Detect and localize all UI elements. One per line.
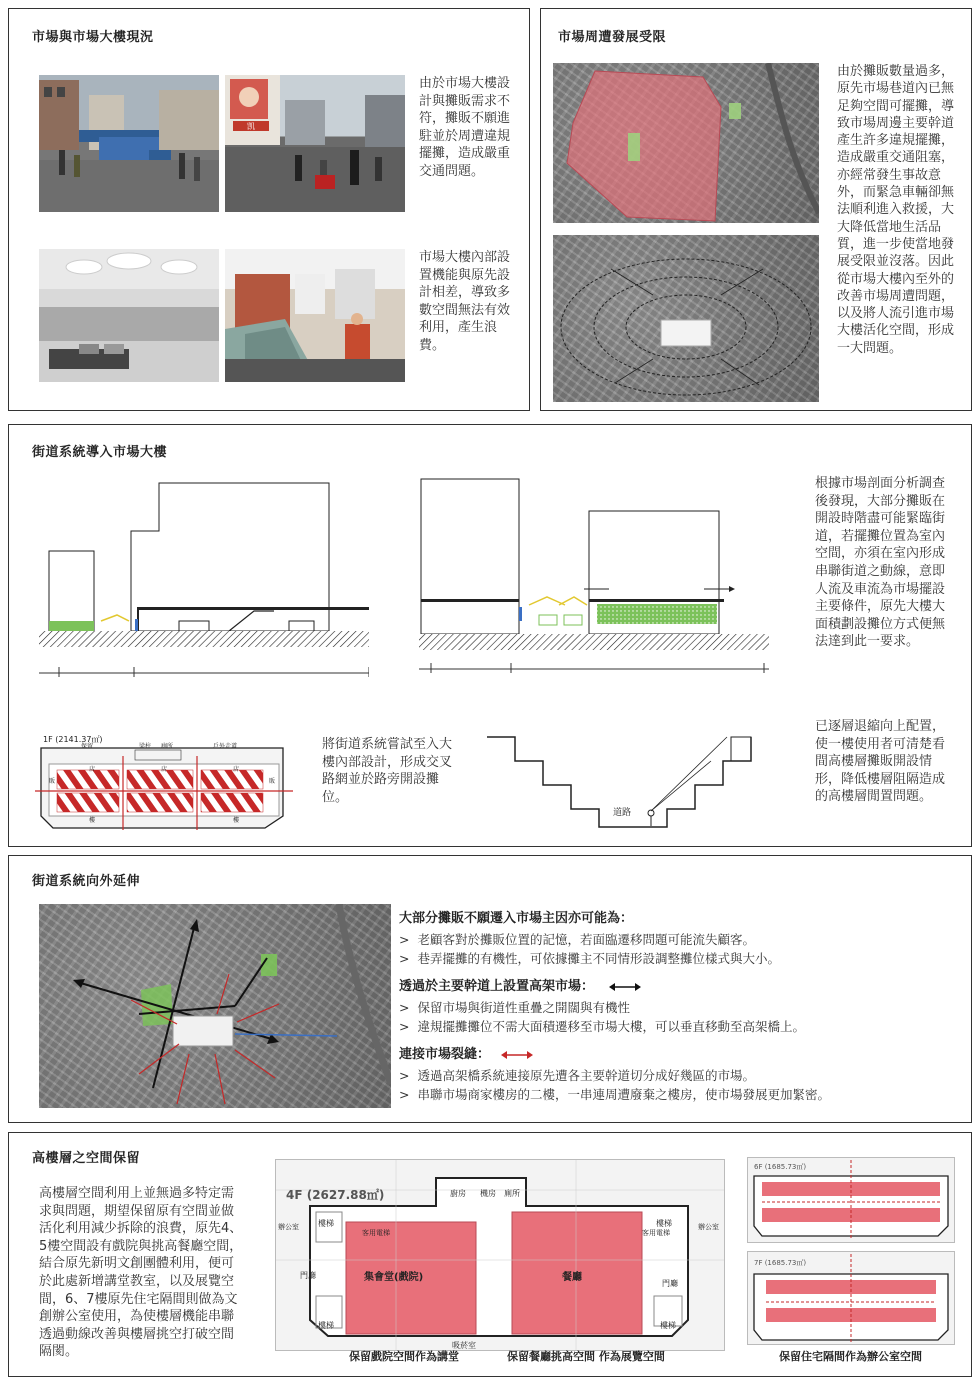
heading-stall-reasons: 大部分攤販不願遷入市場主因亦可能為： (399, 911, 634, 926)
plan-4f-small-label: 門廳 (300, 1271, 316, 1280)
plan-tag: 店 (161, 766, 168, 773)
plan-4f-small-label: 樓梯 (660, 1321, 676, 1330)
photo-stair-interior (225, 249, 405, 382)
panel-development-limits (540, 8, 972, 411)
aerial-map-extension (39, 904, 391, 1108)
plan-tag: 戶外走道 (213, 743, 238, 750)
red-double-arrow-icon (501, 1050, 533, 1060)
plan-4f-small-label: 門廳 (662, 1279, 678, 1288)
bullet-mark: > (399, 932, 410, 947)
plan-tag: 店 (233, 766, 240, 773)
plan-6f-label: 6F (1685.73㎡) (754, 1163, 807, 1171)
plan-4f-small-label: 機房 (480, 1189, 496, 1198)
panel-title: 街道系統導入市場大樓 (32, 445, 168, 460)
plan-4f-small-label: 樓梯 (318, 1219, 334, 1228)
panel-upper-floor-preservation (8, 1132, 972, 1377)
plan-7f (747, 1251, 955, 1345)
plan-1f (35, 730, 293, 830)
panel-title: 市場周遭發展受限 (558, 30, 667, 45)
bullet-mark: > (399, 1000, 410, 1015)
bullet-mark: > (399, 1068, 410, 1083)
plan-tag: 保留 (81, 743, 94, 750)
section-diagram-proposed (419, 477, 769, 687)
plan-6f (747, 1157, 955, 1243)
plan-tag: 廁所 (161, 743, 174, 750)
text-development-limits: 由於攤販數量過多，原先市場巷道內已無足夠空間可擺攤，導致市場周邊主要幹道產生許多違規擺攤，造成嚴重交通阻塞，亦經常發生事故意外，而緊急車輛卻無法順利進入救援，大大降低當地生活品質，進一步使當地發展受限並沒落。因此從市場大樓內至外的改善市場周遭問題，以及將人流引進市場大樓活化空間，形成一大問題。 (837, 64, 955, 356)
bullet-text: 串聯市場商家樓房的二樓，一串連周遭廢棄之樓房，使市場發展更加緊密。 (417, 1087, 830, 1102)
plan-4f-label: 4F (2627.88㎡) (286, 1188, 385, 1202)
plan-4f-small-label: 樓梯 (656, 1219, 672, 1228)
text-stall-issue: 由於市場大樓設計與攤販需求不符，攤販不願進駐並於周遭違規擺攤，造成嚴重交通問題。 (419, 76, 511, 179)
heading-elevated-market: 透過於主要幹道上設置高架市場： (399, 976, 959, 998)
plan-1f-label: 1F (2141.37㎡) (43, 735, 103, 744)
aerial-map-zone (553, 63, 819, 223)
text-interior-issue: 市場大樓內部設置機能與原先設計相差，導致多數空間無法有效利用，產生浪費。 (419, 250, 511, 353)
plan-tag: 店 (89, 766, 96, 773)
bullet-text: 透過高架橋系統連接原先遭各主要幹道切分成好幾區的市場。 (417, 1068, 755, 1083)
room-theater: 集會堂(戲院) (364, 1272, 424, 1283)
photo-street-billboards (225, 75, 405, 212)
plan-4f (275, 1159, 725, 1351)
panel-title: 市場與市場大樓現況 (32, 30, 154, 45)
plan-4f-small-label: 廁所 (504, 1189, 520, 1198)
bullet-item (399, 998, 959, 1017)
plan-tag: 販 (269, 778, 276, 785)
plan-tag: 販 (49, 778, 56, 785)
bullet-item (399, 1066, 959, 1085)
room-restaurant: 餐廳 (562, 1272, 582, 1283)
plan-4f-small-label: 廚房 (450, 1189, 466, 1198)
bullet-text: 老顧客對於攤販位置的記憶，若面臨遷移問題可能流失顧客。 (417, 932, 755, 947)
road-label: 道路 (613, 808, 632, 818)
heading-connect-market: 連接市場裂縫： (399, 1044, 959, 1066)
caption-lecture: 保留戲院空間作為講堂 (349, 1350, 459, 1363)
panel-street-extension (8, 855, 972, 1123)
plan-4f-small-label: 吸菸室 (452, 1341, 476, 1350)
bullet-item (399, 1017, 959, 1036)
plan-4f-small-label: 樓梯 (318, 1321, 334, 1330)
bullet-mark: > (399, 1019, 410, 1034)
text-upper-floors: 高樓層空間利用上並無過多特定需求與問題，期望保留原有空間並做活化利用減少拆除的浪費，原先4、5樓空間設有戲院與挑高餐廳空間，結合原先新明文創團體利用，便可於此處新增講堂教室，以及展覽空間，6、7樓原先住宅隔間則做為文創辦公室使用，為使樓層機能串聯透過動線改善與樓層挑空打破空間隔閡。 (39, 1186, 243, 1360)
photo-street-market (39, 75, 219, 212)
plan-7f-label: 7F (1685.73㎡) (754, 1259, 807, 1267)
caption-exhibition: 保留餐廳挑高空間 作為展覽空間 (507, 1350, 665, 1363)
extension-bullets (399, 908, 959, 1104)
plan-tag: 樓 (89, 817, 96, 824)
text-section-analysis: 根據市場剖面分析調查後發現，大部分攤販在開設時階盡可能緊臨街道，若擺攤位置為室內空間，亦須在室內形成串聯街道之動線，意即人流及車流為市場擺設主要條件，原先大樓大面積劃設攤位方式便無法達到此一要求。 (815, 476, 946, 650)
double-arrow-icon (609, 982, 641, 992)
bullet-text: 違規擺攤攤位不需大面積遷移至市場大樓，可以垂直移動至高架橋上。 (417, 1019, 805, 1034)
bullet-item (399, 949, 959, 968)
aerial-map-radius (553, 235, 819, 402)
bullet-text: 巷弄擺攤的有機性，可依據攤主不同情形設調整攤位樣式與大小。 (417, 951, 780, 966)
bullet-mark: > (399, 951, 410, 966)
bullet-item (399, 1085, 959, 1104)
text-street-system: 將街道系統嘗試至入大樓內部設計，形成交叉路網並於路旁開設攤位。 (322, 737, 453, 805)
bullet-mark: > (399, 1087, 410, 1102)
plan-tag: 梁柱 (139, 743, 152, 750)
plan-4f-small-label: 客用電梯 (362, 1229, 390, 1237)
photo-empty-interior (39, 249, 219, 382)
plan-4f-small-label: 辦公室 (698, 1223, 719, 1231)
billboard-sign-text: 凯 (247, 122, 255, 131)
plan-4f-small-label: 辦公室 (278, 1223, 299, 1231)
bullet-item (399, 930, 959, 949)
panel-title: 高樓層之空間保留 (32, 1151, 141, 1166)
text-setback: 已逐層退縮向上配置，使一樓使用者可清楚看間高樓層攤販開設情形，降低樓層阻隔造成的高樓層閒置問題。 (815, 719, 946, 805)
plan-tag: 樓 (233, 817, 240, 824)
panel-title: 街道系統向外延伸 (32, 874, 141, 889)
bullet-text: 保留市場與街道性重疊之開闊與有機性 (417, 1000, 630, 1015)
plan-4f-small-label: 客用電梯 (642, 1229, 670, 1237)
caption-office: 保留住宅隔間作為辦公室空間 (779, 1350, 922, 1363)
section-diagram-original (39, 481, 369, 691)
panel-street-into-building (8, 424, 972, 847)
panel-market-status (8, 8, 530, 411)
